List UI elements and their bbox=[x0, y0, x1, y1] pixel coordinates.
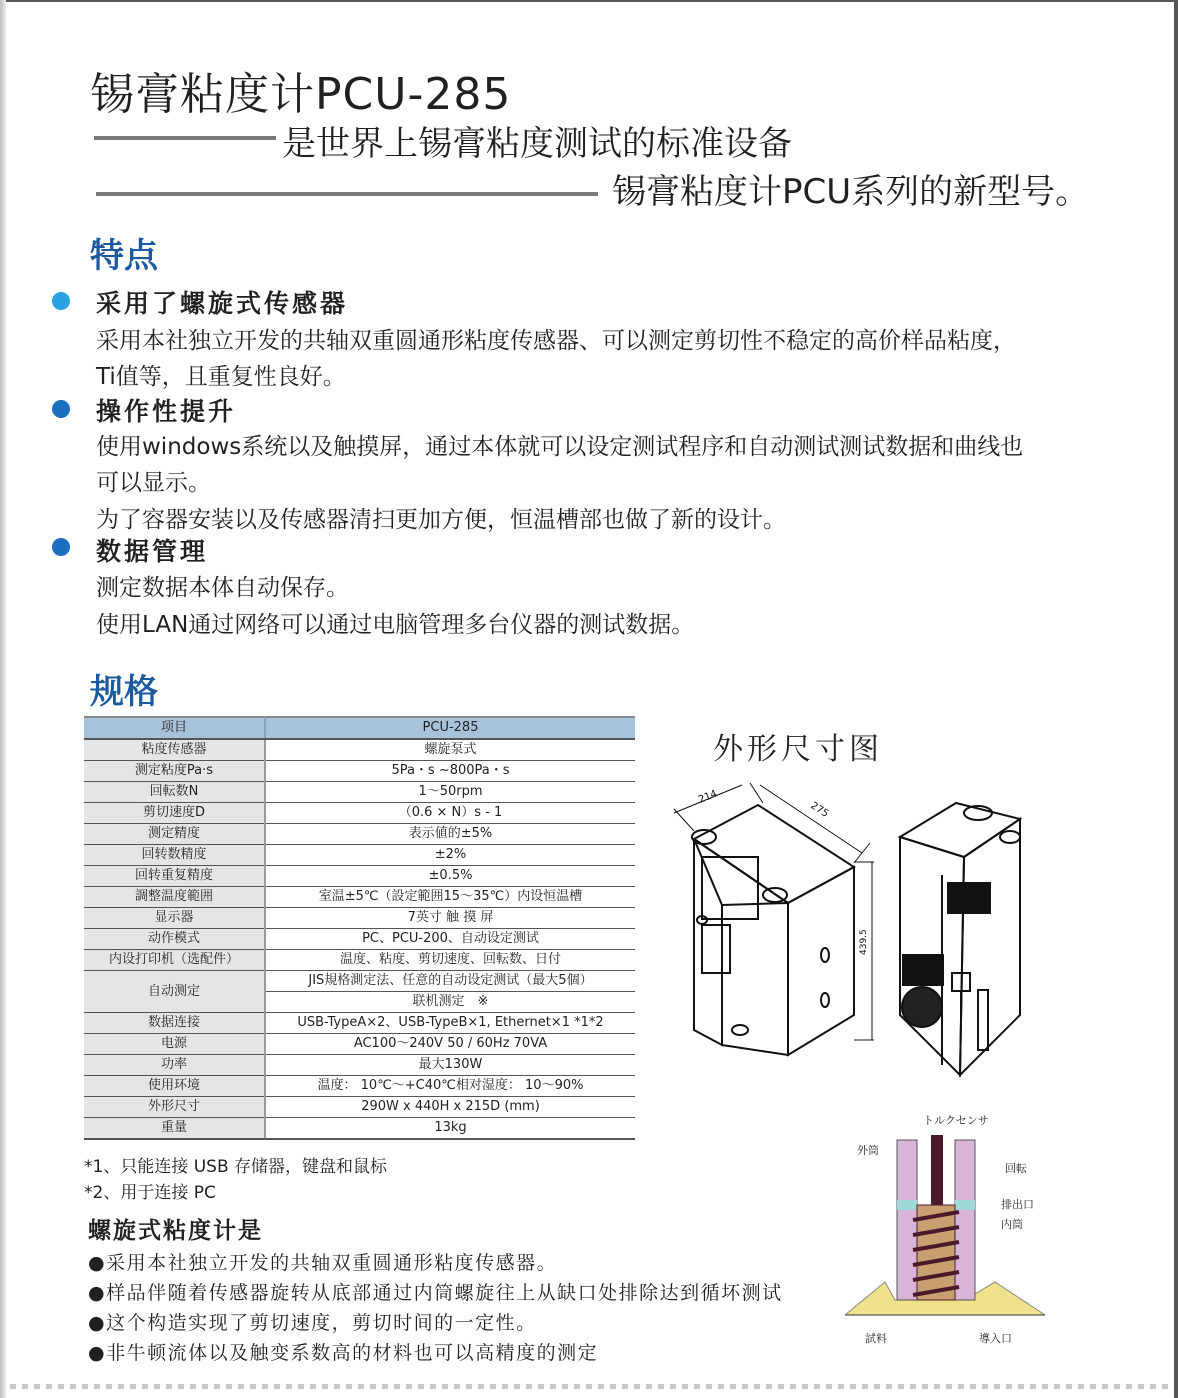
spec-value: 温度、粘度、剪切速度、回転数、日付 bbox=[265, 950, 635, 971]
spec-key: 自动测定 bbox=[84, 971, 265, 1013]
spec-key: 动作模式 bbox=[84, 929, 265, 950]
table-row bbox=[84, 739, 635, 761]
table-row bbox=[84, 1034, 635, 1055]
spec-value: JIS規格測定法、任意的自动设定测试（最大5個） bbox=[265, 971, 635, 992]
dimension-drawing-title: 外形尺寸图 bbox=[713, 732, 883, 767]
page-top-border bbox=[0, 0, 1178, 2]
feature-text: 使用LAN通过网络可以通过电脑管理多台仪器的测试数据。 bbox=[96, 612, 695, 638]
decorative-rule bbox=[94, 136, 276, 140]
table-row bbox=[84, 803, 635, 824]
spec-key: 回转重复精度 bbox=[84, 866, 265, 887]
spec-value: 290W x 440H x 215D (mm) bbox=[265, 1097, 635, 1118]
feature-text: 采用本社独立开发的共轴双重圆通形粘度传感器、可以测定剪切性不稳定的高价样品粘度， bbox=[96, 328, 1016, 354]
feature-text: 可以显示。 bbox=[96, 470, 211, 496]
table-row bbox=[84, 1055, 635, 1076]
spec-value: 室温±5℃（設定範囲15～35℃）内设恒温槽 bbox=[265, 887, 635, 908]
spec-key: 剪切速度D bbox=[84, 803, 265, 824]
feature-text: Ti值等，且重复性良好。 bbox=[96, 364, 346, 390]
spec-value: AC100～240V 50 / 60Hz 70VA bbox=[265, 1034, 635, 1055]
spec-table bbox=[84, 716, 635, 1140]
page-left-edge bbox=[0, 0, 6, 1398]
label-outer-tube: 外筒 bbox=[857, 1144, 879, 1157]
spec-value: ±2% bbox=[265, 845, 635, 866]
screw-point: ●非牛顿流体以及触变系数高的材料也可以高精度的测定 bbox=[88, 1342, 599, 1364]
footnote: *2、用于连接 PC bbox=[84, 1183, 216, 1203]
table-row bbox=[84, 929, 635, 950]
features-heading: 特点 bbox=[90, 236, 158, 276]
label-torque-sensor: トルクセンサ bbox=[923, 1114, 989, 1127]
spec-value: 1～50rpm bbox=[265, 782, 635, 803]
table-row bbox=[84, 1118, 635, 1140]
feature-title: 数据管理 bbox=[96, 537, 209, 566]
table-row bbox=[84, 1076, 635, 1097]
subtitle-1: 是世界上锡膏粘度测试的标准设备 bbox=[282, 124, 792, 164]
spec-key: 調整温度範囲 bbox=[84, 887, 265, 908]
label-sample: 試料 bbox=[865, 1332, 887, 1345]
table-row bbox=[84, 761, 635, 782]
spec-value: ±0.5% bbox=[265, 866, 635, 887]
label-inner-tube: 内筒 bbox=[1001, 1218, 1023, 1231]
svg-text:439.5: 439.5 bbox=[859, 929, 869, 955]
spec-key: 显示器 bbox=[84, 908, 265, 929]
spec-value: （0.6 × N）s - 1 bbox=[265, 803, 635, 824]
table-row bbox=[84, 971, 635, 992]
spec-value: USB-TypeA×2、USB-TypeB×1, Ethernet×1 *1*2 bbox=[265, 1013, 635, 1034]
table-row bbox=[84, 908, 635, 929]
spec-key: 外形尺寸 bbox=[84, 1097, 265, 1118]
column-header: PCU-285 bbox=[265, 717, 635, 739]
table-row bbox=[84, 824, 635, 845]
table-header-row bbox=[84, 717, 635, 739]
svg-text:214: 214 bbox=[697, 788, 719, 806]
spec-value: 最大130W bbox=[265, 1055, 635, 1076]
label-inlet: 導入口 bbox=[979, 1332, 1012, 1345]
label-outlet: 排出口 bbox=[1001, 1198, 1034, 1211]
spec-value: 温度： 10℃～+C40℃相对湿度： 10～90% bbox=[265, 1076, 635, 1097]
subtitle-2: 锡膏粘度计PCU系列的新型号。 bbox=[612, 172, 1090, 212]
table-row bbox=[84, 1097, 635, 1118]
decorative-rule bbox=[96, 192, 598, 196]
spec-key: 数据连接 bbox=[84, 1013, 265, 1034]
spec-key: 粘度传感器 bbox=[84, 739, 265, 761]
spec-value: 表示値的±5% bbox=[265, 824, 635, 845]
footnote: *1、只能连接 USB 存储器，键盘和鼠标 bbox=[84, 1157, 388, 1177]
bullet-dot-icon bbox=[52, 538, 70, 556]
spec-value: 13kg bbox=[265, 1118, 635, 1140]
page-title: 锡膏粘度计PCU-285 bbox=[90, 69, 512, 120]
spec-key: 回转数精度 bbox=[84, 845, 265, 866]
screw-section-heading: 螺旋式粘度计是 bbox=[88, 1218, 263, 1244]
feature-title: 采用了螺旋式传感器 bbox=[96, 289, 349, 318]
dotted-divider bbox=[10, 1384, 1170, 1389]
spec-value: 7英寸 触 摸 屏 bbox=[265, 908, 635, 929]
spec-key: 测定精度 bbox=[84, 824, 265, 845]
screw-point: ●样品伴随着传感器旋转从底部通过内筒螺旋往上从缺口处排除达到循坏测试 bbox=[88, 1282, 783, 1304]
feature-text: 为了容器安装以及传感器清扫更加方便，恒温槽部也做了新的设计。 bbox=[96, 507, 786, 533]
screw-point: ●这个构造实现了剪切速度，剪切时间的一定性。 bbox=[88, 1312, 537, 1334]
table-row bbox=[84, 866, 635, 887]
spec-key: 功率 bbox=[84, 1055, 265, 1076]
feature-title: 操作性提升 bbox=[96, 397, 237, 426]
spec-value: 5Pa・s ~800Pa・s bbox=[265, 761, 635, 782]
label-rotation: 回転 bbox=[1005, 1162, 1027, 1175]
spec-key: 使用环境 bbox=[84, 1076, 265, 1097]
spec-key: 重量 bbox=[84, 1118, 265, 1140]
table-row bbox=[84, 1013, 635, 1034]
device-dimension-drawing bbox=[660, 775, 1080, 1085]
spec-key: 内设打印机（选配件） bbox=[84, 950, 265, 971]
spec-value: 联机测定 ※ bbox=[265, 992, 635, 1013]
table-row bbox=[84, 845, 635, 866]
spec-key: 电源 bbox=[84, 1034, 265, 1055]
spec-value: 螺旋泵式 bbox=[265, 739, 635, 761]
table-row bbox=[84, 887, 635, 908]
table-row bbox=[84, 782, 635, 803]
screw-point: ●采用本社独立开发的共轴双重圆通形粘度传感器。 bbox=[88, 1252, 558, 1274]
svg-text:275: 275 bbox=[808, 800, 831, 820]
spec-key: 回転数N bbox=[84, 782, 265, 803]
spec-key: 测定粘度Pa·s bbox=[84, 761, 265, 782]
specs-heading: 规格 bbox=[90, 672, 158, 712]
feature-text: 使用windows系统以及触摸屏，通过本体就可以设定测试程序和自动测试测试数据和曲线也 bbox=[96, 434, 1024, 460]
bullet-dot-icon bbox=[52, 400, 70, 418]
column-header: 项目 bbox=[84, 717, 265, 739]
bullet-dot-icon bbox=[52, 292, 70, 310]
spec-value: PC、PCU-200、自动设定测试 bbox=[265, 929, 635, 950]
table-row bbox=[84, 950, 635, 971]
screw-sensor-diagram bbox=[845, 1110, 1045, 1350]
page-right-border bbox=[1174, 0, 1178, 1398]
feature-text: 测定数据本体自动保存。 bbox=[96, 575, 349, 601]
